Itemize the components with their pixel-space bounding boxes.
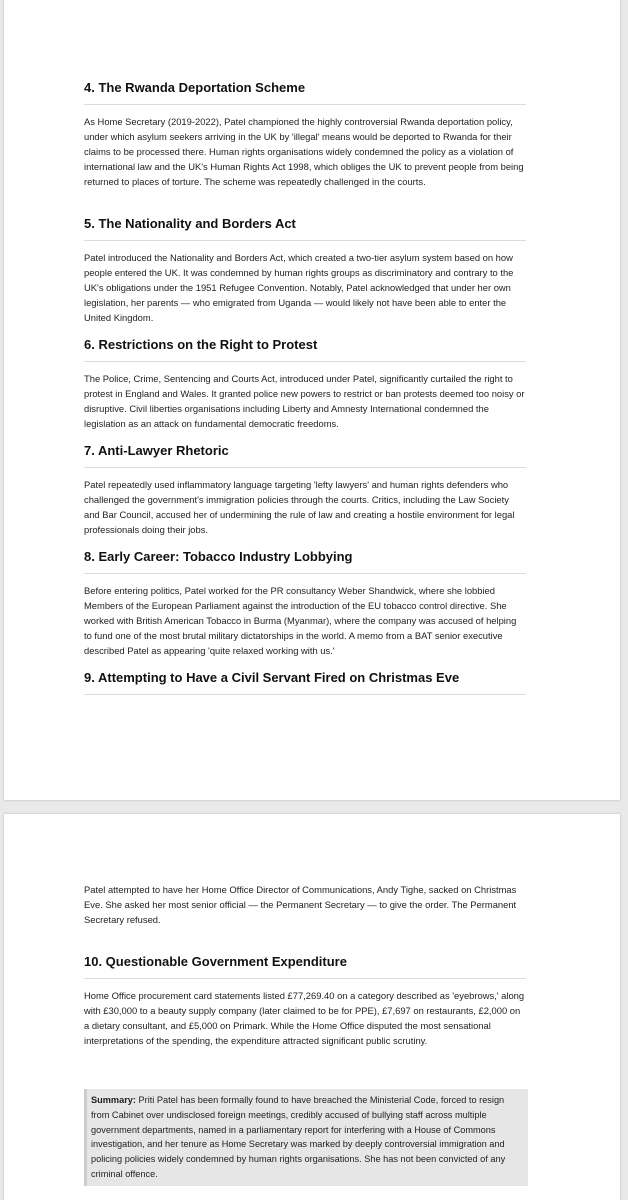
summary-label: Summary: [91, 1095, 136, 1105]
section-heading: 8. Early Career: Tobacco Industry Lobbying [84, 549, 526, 574]
section-heading: 7. Anti-Lawyer Rhetoric [84, 443, 526, 468]
section-5 [84, 216, 526, 325]
section-4 [84, 80, 526, 189]
section-body: Patel repeatedly used inflammatory language targeting 'lefty lawyers' and human rights defenders who challenged the government's immigration policies through the courts. Critics, including the Law Society and Bar Council, accused her of undermining the rule of law and creating a hostile environment for legal professionals doing their jobs. [84, 479, 515, 535]
section-10 [84, 954, 526, 1048]
summary-text: Priti Patel has been formally found to have breached the Ministerial Code, forced to resign from Cabinet over undisclosed foreign meetings, credibly accused of bullying staff across multiple government departments, named in a parliamentary report for interfering with a House of Commons investigation, and her tenure as Home Secretary was marked by deeply controversial immigration and policing policies widely condemned by human rights organisations. She has not been convicted of any criminal offence. [91, 1095, 506, 1179]
section-8 [84, 549, 526, 658]
section-body: Home Office procurement card statements listed £77,269.40 on a category described as 'eyebrows,' along with £30,000 to a beauty supply company (later claimed to be for PPE), £7,697 on restaurants, £2,000 on a dietary consultant, and £5,000 on Primark. While the Home Office disputed the most sensational interpretations of the spending, the expenditure attracted significant public scrutiny. [84, 990, 525, 1046]
section-heading: 5. The Nationality and Borders Act [84, 216, 526, 241]
document-page-1 [4, 0, 620, 800]
section-heading: 10. Questionable Government Expenditure [84, 954, 526, 979]
section-body: Patel attempted to have her Home Office Director of Communications, Andy Tighe, sacked on Christmas Eve. She asked her most senior official — the Permanent Secretary — to give the order. The Permanent Secretary refused. [84, 884, 517, 925]
section-6 [84, 337, 526, 431]
section-9-body [84, 882, 526, 927]
section-heading: 6. Restrictions on the Right to Protest [84, 337, 526, 362]
section-body: As Home Secretary (2019-2022), Patel championed the highly controversial Rwanda deportation policy, under which asylum seekers arriving in the UK by 'illegal' means would be deported to Rwanda for their claims to be processed there. Human rights organisations widely condemned the policy as a violation of international law and the UK's Human Rights Act 1998, which obliges the UK to prevent people from being returned to places of torture. The scheme was repeatedly challenged in the courts. [84, 116, 524, 187]
section-heading: 9. Attempting to Have a Civil Servant Fired on Christmas Eve [84, 670, 526, 695]
section-body: Patel introduced the Nationality and Borders Act, which created a two-tier asylum system based on how people entered the UK. It was condemned by human rights groups as discriminatory and contrary to the UK's obligations under the 1951 Refugee Convention. Notably, Patel acknowledged that under her own legislation, her parents — who emigrated from Uganda — would likely not have been able to enter the United Kingdom. [84, 252, 514, 323]
summary-box [84, 1089, 528, 1186]
section-body: Before entering politics, Patel worked for the PR consultancy Weber Shandwick, where she lobbied Members of the European Parliament against the introduction of the EU tobacco control directive. She worked with British American Tobacco in Burma (Myanmar), where the company was accused of helping to fund one of the most brutal military dictatorships in the world. A memo from a BAT senior executive described Patel as appearing 'quite relaxed working with us.' [84, 585, 517, 656]
document-page-2 [4, 814, 620, 1200]
section-heading: 4. The Rwanda Deportation Scheme [84, 80, 526, 105]
section-7 [84, 443, 526, 537]
section-9 [84, 670, 526, 695]
section-body: The Police, Crime, Sentencing and Courts Act, introduced under Patel, significantly curtailed the right to protest in England and Wales. It granted police new powers to restrict or ban protests deemed too noisy or disruptive. Civil liberties organisations including Liberty and Amnesty International condemned the legislation as an attack on fundamental democratic freedoms. [84, 373, 525, 429]
